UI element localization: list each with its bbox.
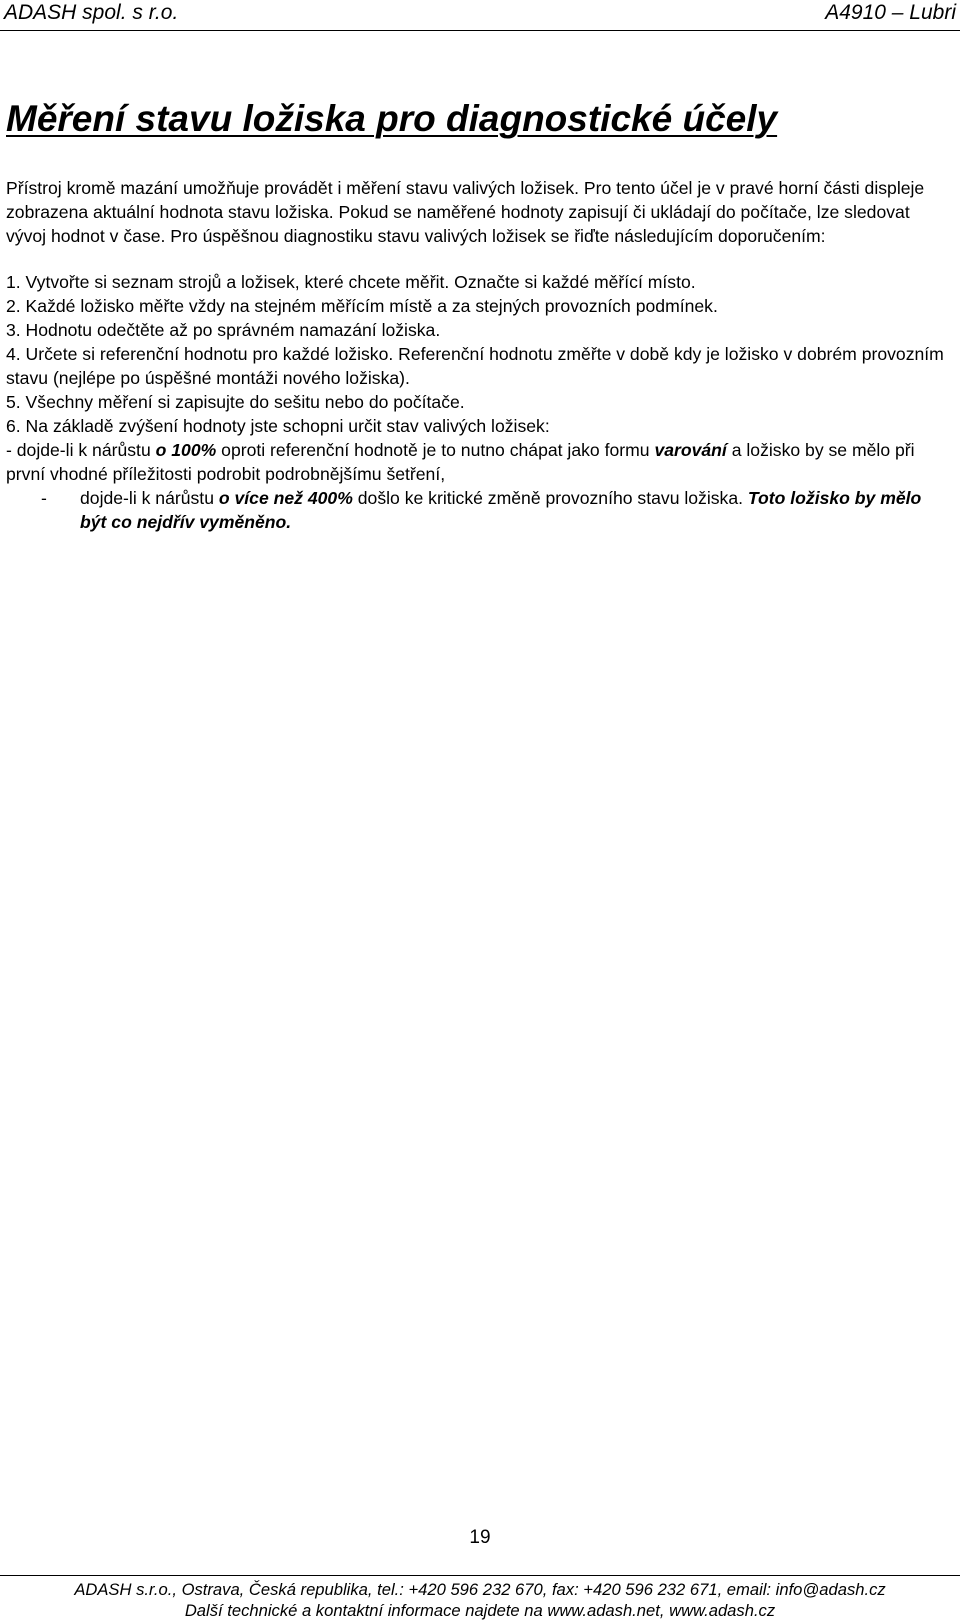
intro-paragraph: Přístroj kromě mazání umožňuje provádět i měření stavu valivých ložisek. Pro tento účel je v pravé horní části displeje zobrazena aktuální hodnota stavu ložiska. Pokud se naměřené hodnoty zapisují či ukládají do počítače, lze sledovat vývoj hodnot v čase. Pro úspěšnou diagnostiku stavu valivých ložisek se řiďte následujícím doporučením: — [6, 178, 925, 246]
recommendation-list — [6, 270, 946, 534]
main-content — [6, 176, 946, 534]
list-item: 3. Hodnotu odečtěte až po správném namazání ložiska. — [6, 320, 441, 340]
footer-contact: ADASH s.r.o., Ostrava, Česká republika, tel.: +420 596 232 670, fax: +420 596 232 671, email: info@adash.cz — [74, 1580, 886, 1599]
page-title: Měření stavu ložiska pro diagnostické účely — [6, 98, 778, 139]
header-product: A4910 – Lubri — [825, 1, 956, 24]
critical-threshold: o více než 400% — [218, 488, 353, 508]
list-item: 2. Každé ložisko měřte vždy na stejném měřícím místě a za stejných provozních podmínek. — [6, 296, 718, 316]
list-item: 1. Vytvořte si seznam strojů a ložisek, které chcete měřit. Označte si každé měřící místo. — [6, 272, 696, 292]
page-number: 19 — [469, 1527, 491, 1548]
list-item: 5. Všechny měření si zapisujte do sešitu nebo do počítače. — [6, 392, 465, 412]
critical-text: došlo ke kritické změně provozního stavu ložiska. — [352, 488, 748, 508]
critical-text: dojde-li k nárůstu — [80, 488, 219, 508]
warning-keyword: varování — [654, 440, 727, 460]
dash-bullet: - — [41, 488, 47, 508]
footer-web: Další technické a kontaktní informace najdete na www.adash.net, www.adash.cz — [184, 1601, 776, 1620]
warning-condition — [6, 438, 946, 486]
header-company: ADASH spol. s r.o. — [4, 1, 179, 24]
list-item: 6. Na základě zvýšení hodnoty jste schopni určit stav valivých ložisek: — [6, 416, 550, 436]
warning-text: - dojde-li k nárůstu — [6, 440, 156, 460]
warning-text: a ložisko by se mělo při první vhodné příležitosti podrobit podrobnějšímu šetření, — [6, 440, 915, 484]
critical-condition — [6, 486, 946, 534]
list-item: 4. Určete si referenční hodnotu pro každé ložisko. Referenční hodnotu změřte v době kdy je ložisko v dobrém provozním stavu (nejlépe po úspěšné montáži nového ložiska). — [6, 344, 944, 388]
page-header — [0, 0, 960, 31]
warning-threshold: o 100% — [155, 440, 217, 460]
page-footer — [0, 1575, 960, 1621]
critical-action: Toto ložisko by mělo být co nejdřív vyměněno. — [80, 488, 922, 532]
warning-text: oproti referenční hodnotě je to nutno chápat jako formu — [216, 440, 655, 460]
